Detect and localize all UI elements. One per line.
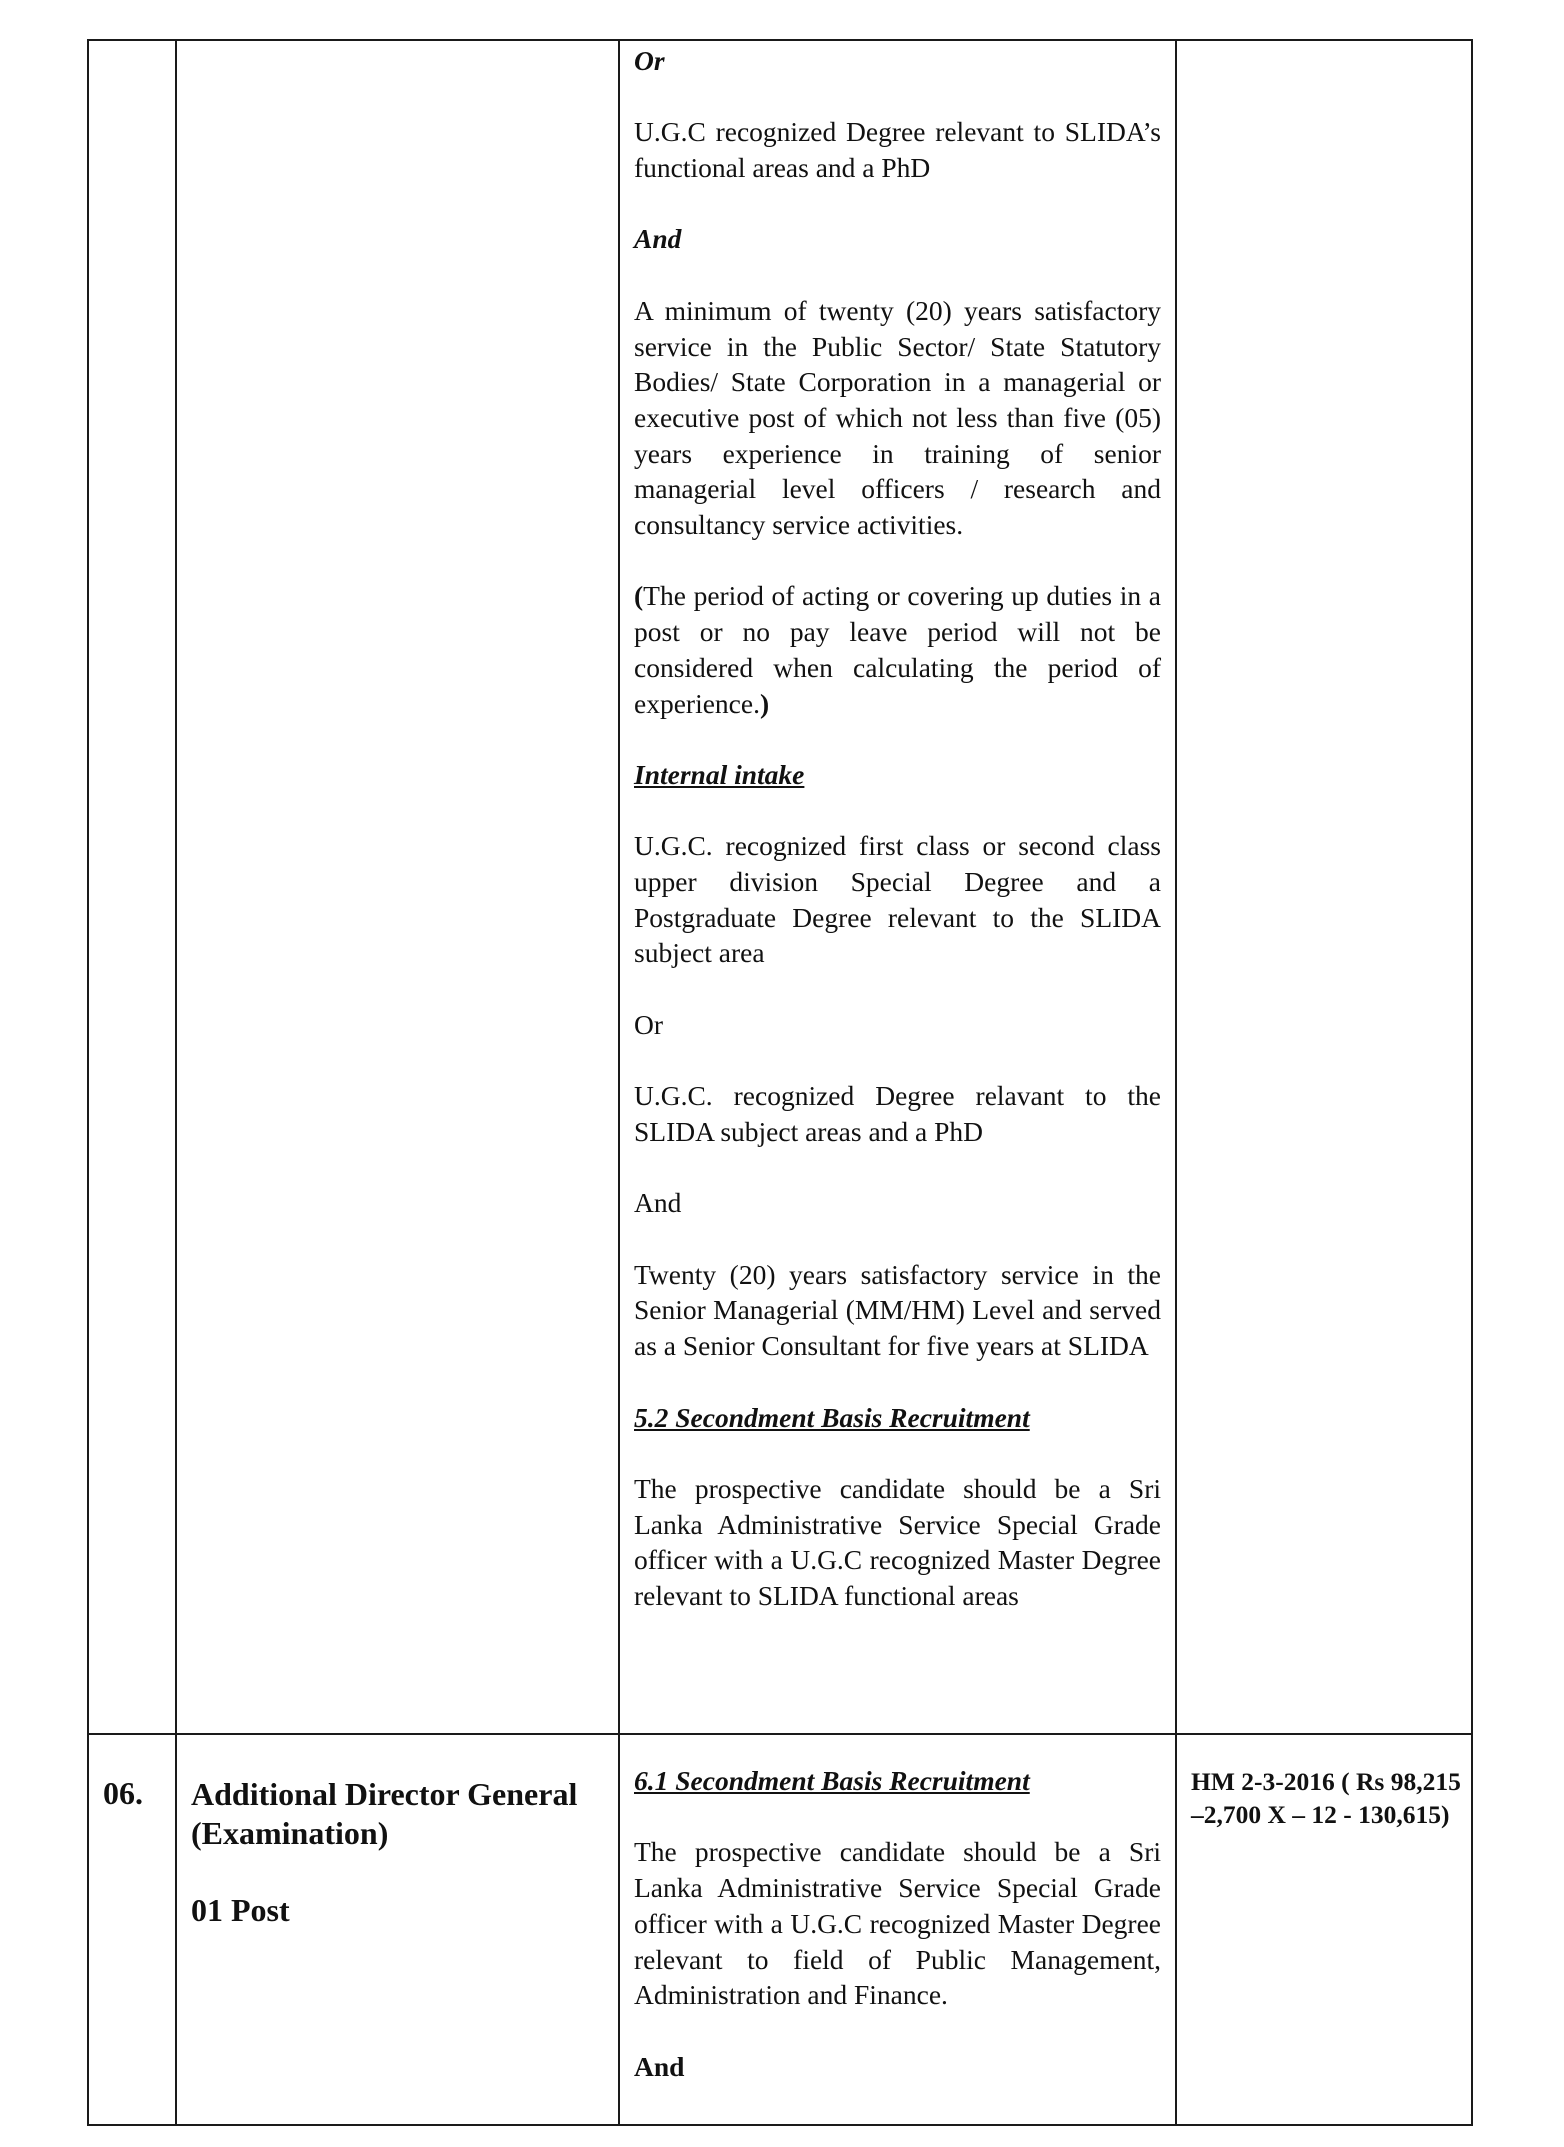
qualifications-text: [620, 41, 1175, 1614]
qualifications-cell: [619, 1734, 1176, 2125]
post-cell: [176, 1734, 619, 2125]
salary-cell: [1176, 1734, 1472, 2125]
paragraph: Twenty (20) years satisfactory service in the Senior Managerial (MM/HM) Level and served as a Senior Consultant for five years at SLIDA: [634, 1258, 1161, 1362]
paragraph: Or: [634, 1008, 664, 1040]
section-heading: Internal intake: [634, 758, 805, 790]
paragraph: Or: [634, 45, 665, 76]
post-title: Additional Director General (Examination): [191, 1776, 578, 1851]
table-row: [88, 1734, 1472, 2125]
paragraph: U.G.C. recognized first class or second class upper division Special Degree and a Postgraduate Degree relevant to the SLIDA subject area: [634, 830, 1161, 969]
paragraph: U.G.C recognized Degree relevant to SLIDA’s functional areas and a PhD: [634, 116, 1161, 184]
salary-scale: HM 2-3-2016 ( Rs 98,215 –2,700 X – 12 - 130,615): [1191, 1767, 1461, 1829]
post-name: [177, 1735, 618, 1930]
paragraph: (The period of acting or covering up duties in a post or no pay leave period will not be considered when calculating the period of experience.): [634, 580, 1161, 719]
paragraph: The prospective candidate should be a Sri Lanka Administrative Service Special Grade officer with a U.G.C recognized Master Degree relevant to SLIDA functional areas: [634, 1472, 1161, 1612]
salary-cell: [1176, 40, 1472, 1734]
paragraph: U.G.C. recognized Degree relavant to the SLIDA subject areas and a PhD: [634, 1080, 1161, 1147]
section-heading: 6.1 Secondment Basis Recruitment: [634, 1765, 1030, 1796]
post-count: 01 Post: [191, 1892, 290, 1928]
number-cell: [88, 40, 176, 1734]
paragraph: The prospective candidate should be a Sri Lanka Administrative Service Special Grade officer with a U.G.C recognized Master Degree relevant to field of Public Management, Administration and Finance.: [634, 1836, 1161, 2011]
paragraph: And: [634, 1187, 682, 1219]
section-heading: 5.2 Secondment Basis Recruitment: [634, 1401, 1030, 1433]
paragraph: And: [634, 223, 682, 255]
paragraph: A minimum of twenty (20) years satisfactory service in the Public Sector/ State Statutory Bodies/ State Corporation in a managerial or executive post of which not less than five (05) years experience in training of senior managerial level officers / research and consultancy service activities.: [634, 294, 1161, 541]
row-number: 06.: [103, 1775, 143, 1811]
paragraph: And: [634, 2050, 685, 2082]
qualifications-cell: [619, 40, 1176, 1734]
number-cell: [88, 1734, 176, 2125]
qualifications-text: [620, 1735, 1175, 2084]
post-cell: [176, 40, 619, 1734]
table-row: [88, 40, 1472, 1734]
recruitment-table: [87, 39, 1473, 2126]
